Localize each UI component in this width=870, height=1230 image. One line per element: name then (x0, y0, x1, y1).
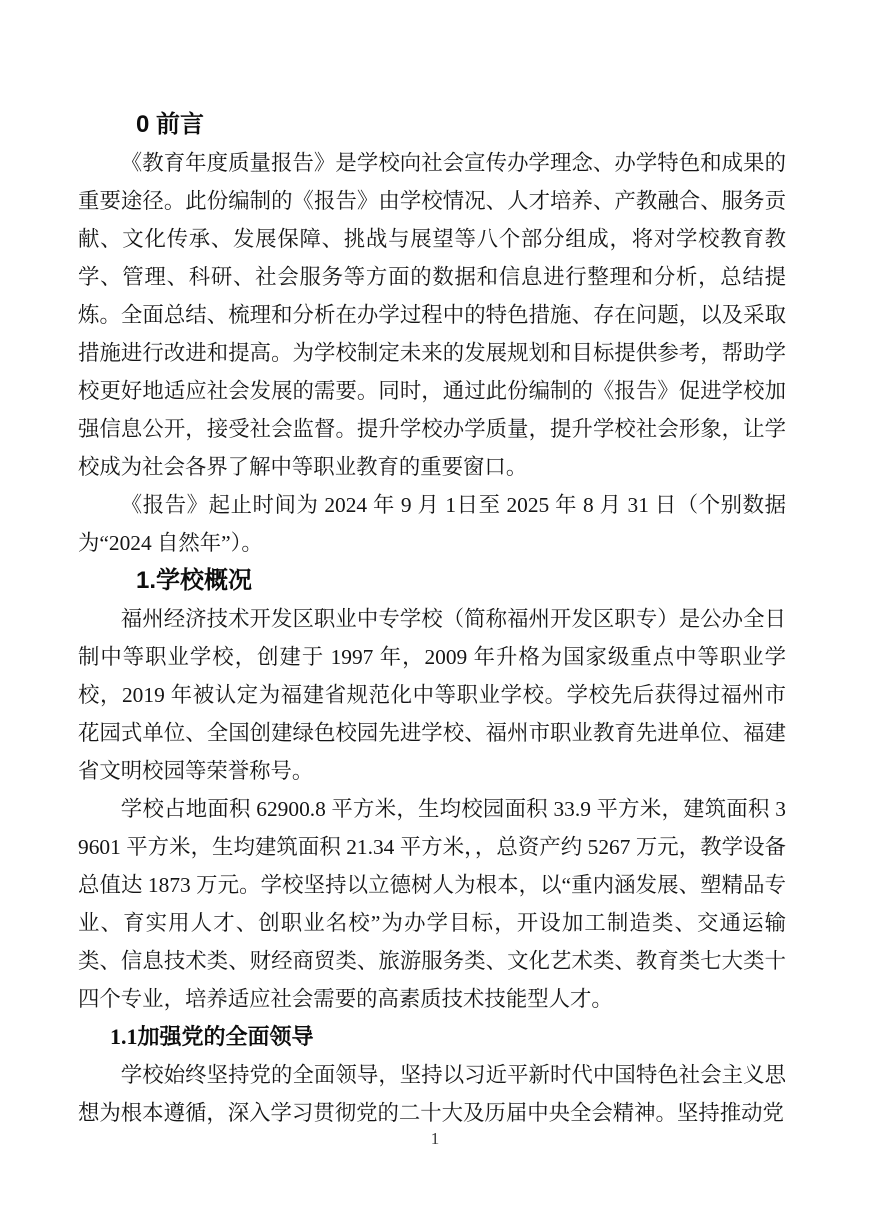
paragraph-school-facilities: 学校占地面积 62900.8 平方米，生均校园面积 33.9 平方米，建筑面积 39601 平方米，生均建筑面积 21.34 平方米，，总资产约 5267 万元，教学设备总值达 1873 万元。学校坚持以立德树人为根本，以“重内涵发展、塑精品专业、育实用人才、创职业名校”为办学目标，开设加工制造类、交通运输类、信息技术类、财经商贸类、旅游服务类、文化艺术类、教育类七大类十四个专业，培养适应社会需要的高素质技术技能型人才。 (78, 797, 786, 1011)
subsection-heading-party-leadership: 1.1加强党的全面领导 (110, 1024, 314, 1049)
paragraph-preface-intro: 《教育年度质量报告》是学校向社会宣传办学理念、办学特色和成果的重要途径。此份编制的《报告》由学校情况、人才培养、产教融合、服务贡献、文化传承、发展保障、挑战与展望等八个部分组成，将对学校教育教学、管理、科研、社会服务等方面的数据和信息进行整理和分析，总结提炼。全面总结、梳理和分析在办学过程中的特色措施、存在问题，以及采取措施进行改进和提高。为学校制定未来的发展规划和目标提供参考，帮助学校更好地适应社会发展的需要。同时，通过此份编制的《报告》促进学校加强信息公开，接受社会监督。提升学校办学质量，提升学校社会形象，让学校成为社会各界了解中等职业教育的重要窗口。 (78, 151, 786, 479)
page-number: 1 (430, 1129, 440, 1148)
paragraph-party-leadership: 学校始终坚持党的全面领导，坚持以习近平新时代中国特色社会主义思想为根本遵循，深入学习贯彻党的二十大及历届中央全会精神。坚持推动党 (78, 1063, 786, 1125)
paragraph-report-period: 《报告》起止时间为 2024 年 9 月 1日至 2025 年 8 月 31 日（个别数据为“2024 自然年”）。 (78, 493, 786, 555)
section-heading-school-overview: 1.学校概况 (136, 567, 253, 594)
paragraph-school-history: 福州经济技术开发区职业中专学校（简称福州开发区职专）是公办全日制中等职业学校，创建于 1997 年，2009 年升格为国家级重点中等职业学校，2019 年被认定为福建省规范化中等职业学校。学校先后获得过福州市花园式单位、全国创建绿色校园先进学校、福州市职业教育先进单位、福建省文明校园等荣誉称号。 (78, 607, 786, 783)
document-body (78, 106, 786, 1132)
section-heading-preface: 0 前言 (136, 111, 205, 138)
